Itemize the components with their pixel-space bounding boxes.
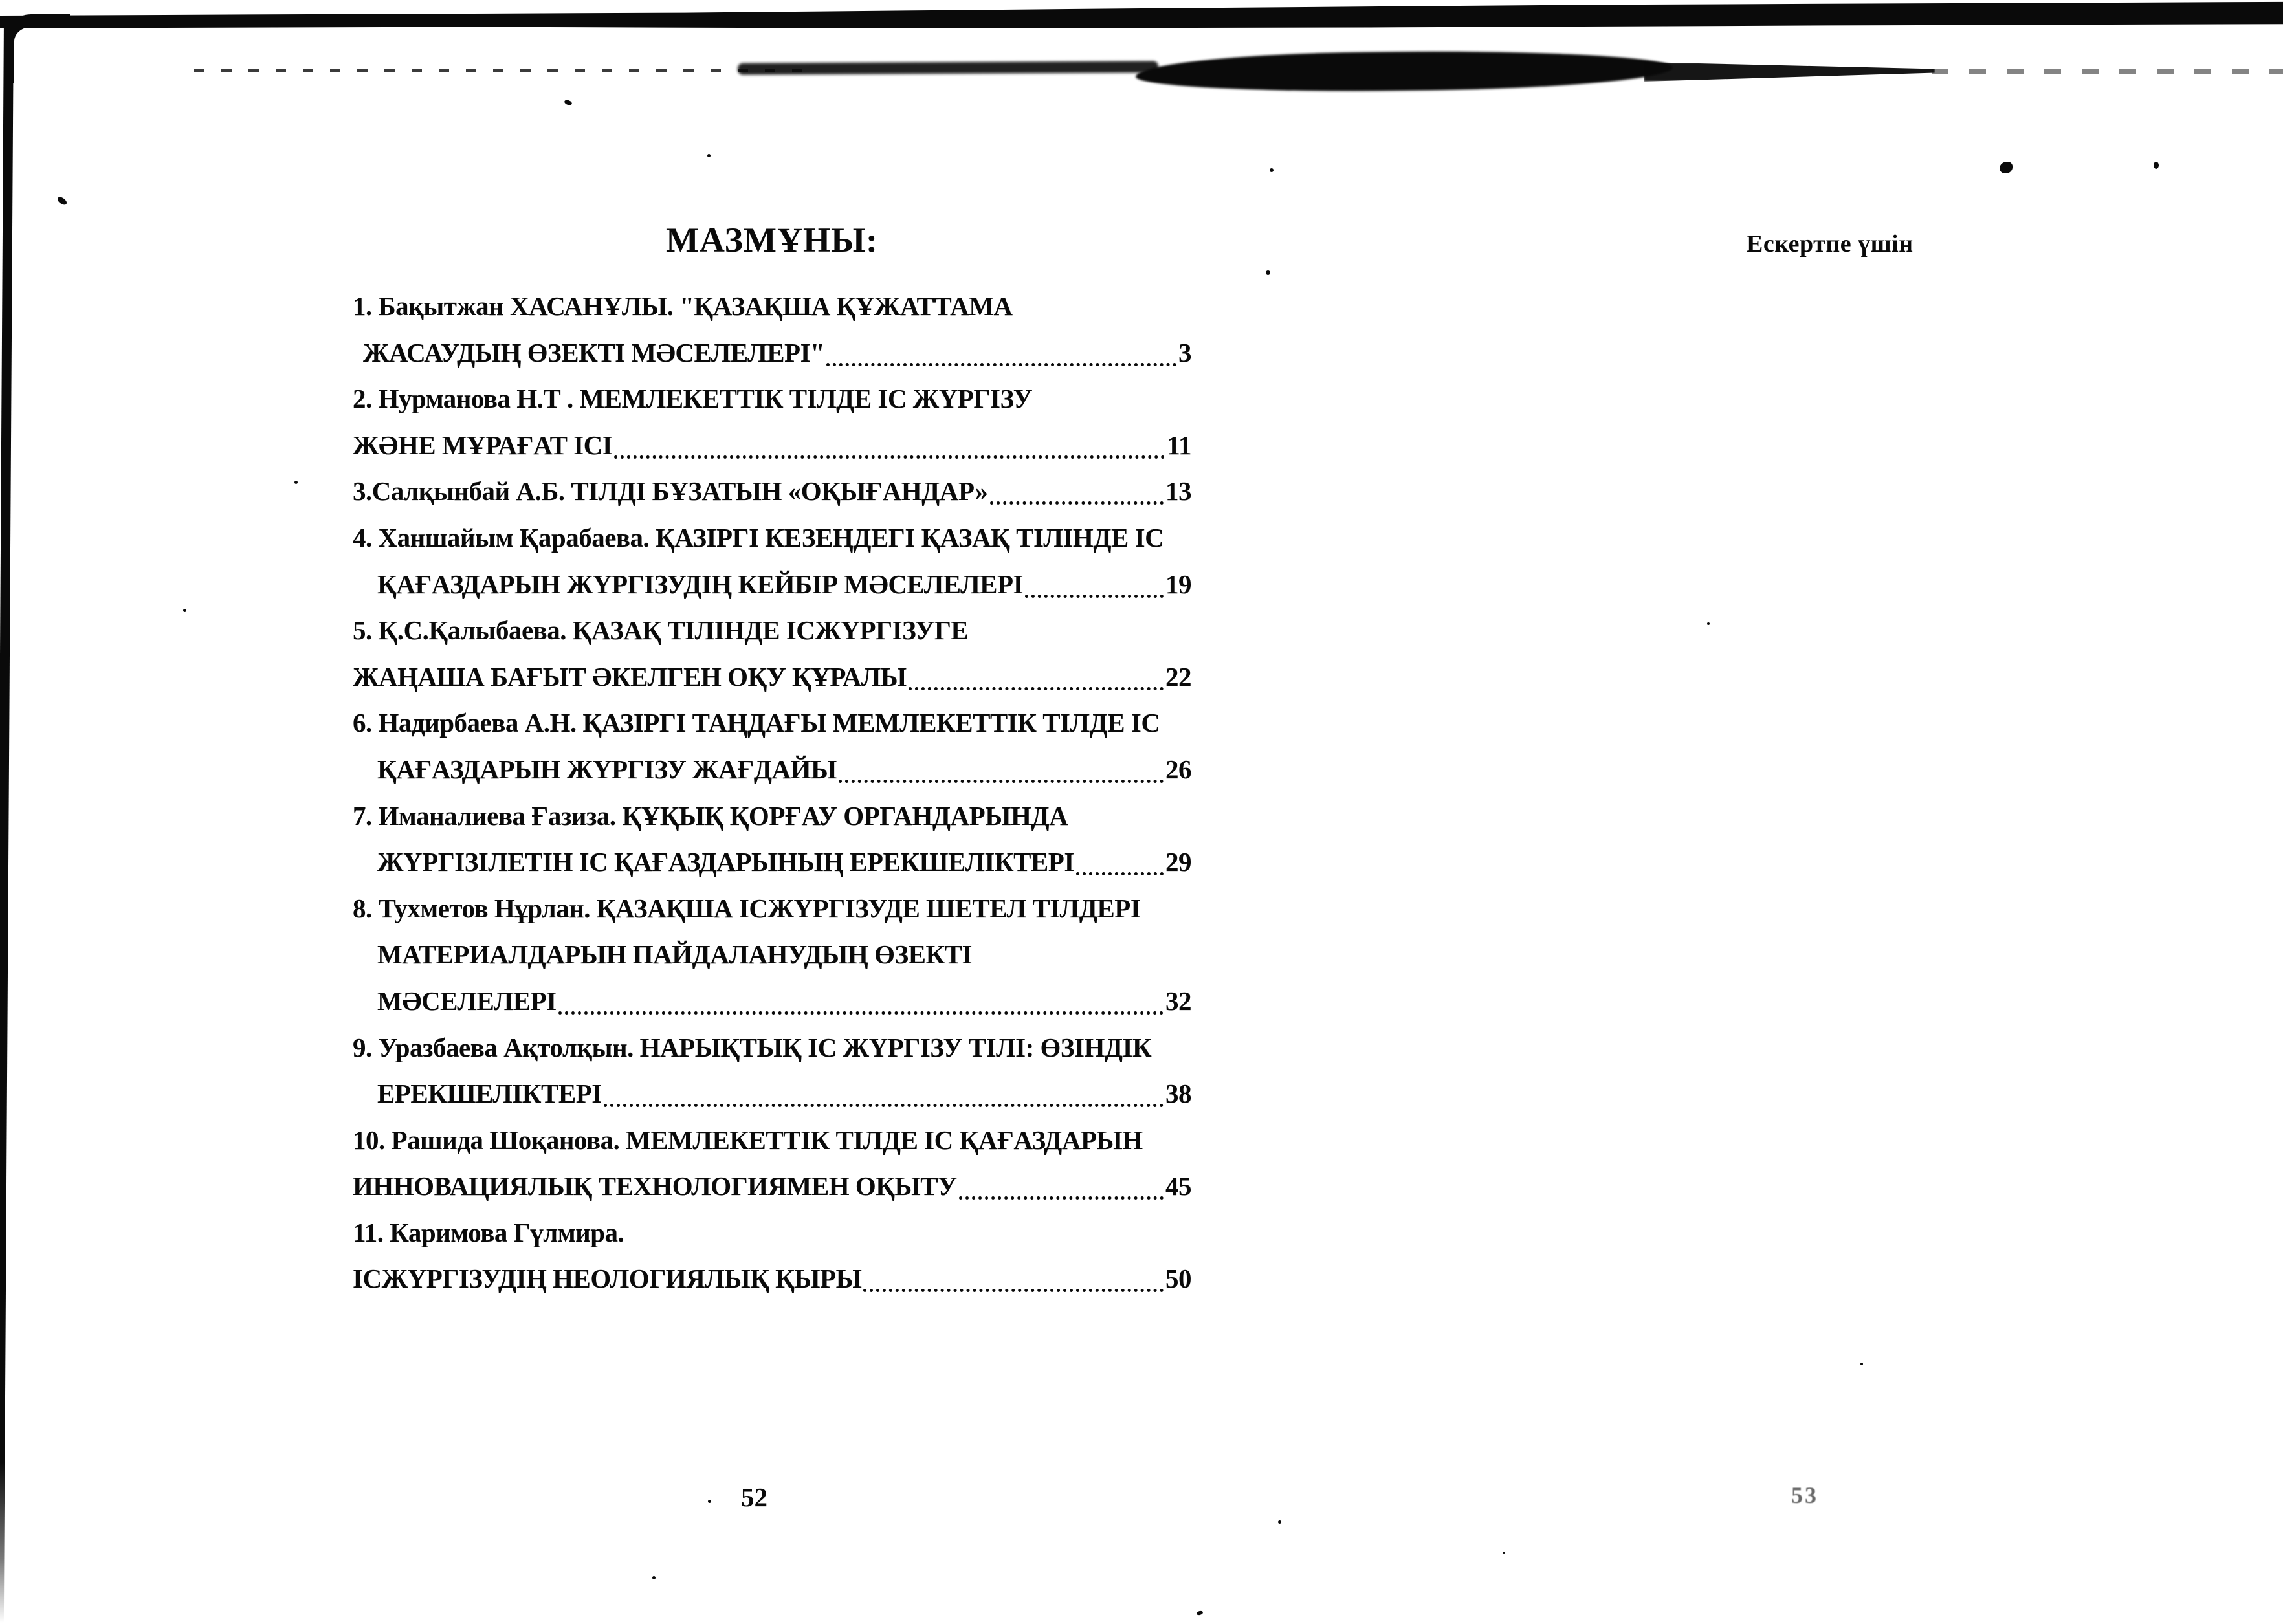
toc-line [353, 893, 1191, 939]
scan-artifact-tail-dashes [1932, 69, 2283, 74]
ink-speck [707, 154, 711, 157]
dot-leader [863, 1263, 1164, 1292]
toc-text: 5. Қ.С.Қалыбаева. ҚАЗАҚ ТІЛІНДЕ ІСЖҮРГІЗУГЕ [353, 615, 969, 646]
toc-page-number: 38 [1165, 1079, 1191, 1109]
ink-speck [564, 99, 573, 106]
toc-text: 6. Надирбаева А.Н. ҚАЗІРГІ ТАҢДАҒЫ МЕМЛЕКЕТТІК ТІЛДЕ ІС [353, 708, 1160, 738]
ink-speck [708, 1500, 711, 1503]
dot-leader [909, 661, 1164, 690]
left-page-number: 52 [741, 1482, 767, 1512]
toc-line [353, 569, 1191, 615]
toc-text: 11. Каримова Гүлмира. [353, 1217, 624, 1247]
dot-leader [1025, 569, 1164, 598]
dot-leader [614, 430, 1165, 459]
scan-artifact-smudge-taper [1644, 62, 1935, 82]
toc-line [353, 430, 1191, 476]
toc-text: 4. Ханшайым Қарабаева. ҚАЗІРГІ КЕЗЕҢДЕГІ ҚАЗАҚ ТІЛІНДЕ ІС [353, 522, 1164, 553]
page-title: МАЗМҰНЫ: [665, 221, 879, 259]
toc-text: ЕРЕКШЕЛІКТЕРІ [377, 1079, 602, 1109]
notes-header: Ескертпе үшін [1747, 230, 1914, 258]
scan-artifact-binding-edge [0, 19, 14, 1623]
toc-text: 10. Рашида Шоқанова. МЕМЛЕКЕТТІК ТІЛДЕ ІС ҚАҒАЗДАРЫН [353, 1125, 1143, 1155]
ink-speck [2000, 162, 2013, 173]
toc-line [353, 1078, 1191, 1125]
toc-text: 8. Тухметов Нұрлан. ҚАЗАҚША ІСЖҮРГІЗУДЕ ШЕТЕЛ ТІЛДЕРІ [353, 893, 1141, 923]
toc-line [353, 1032, 1191, 1079]
toc-text: ЖАҢАША БАҒЫТ ӘКЕЛГЕН ОҚУ ҚҰРАЛЫ [353, 661, 907, 692]
dot-leader [990, 476, 1164, 505]
toc-text: 9. Уразбаева Ақтолқын. НАРЫҚТЫҚ ІС ЖҮРГІЗУ ТІЛІ: ӨЗІНДІК [353, 1032, 1152, 1062]
toc-list [353, 291, 1191, 1310]
ink-speck [1503, 1552, 1505, 1554]
toc-line [353, 661, 1191, 708]
scan-artifact-corner [4, 14, 70, 83]
toc-text: ЖӘНЕ МҰРАҒАТ ІСІ [353, 430, 613, 460]
toc-line [353, 985, 1191, 1032]
toc-text: ЖҮРГІЗІЛЕТІН ІС ҚАҒАЗДАРЫНЫҢ ЕРЕКШЕЛІКТЕРІ [377, 847, 1074, 877]
toc-line [353, 291, 1191, 337]
toc-line [353, 800, 1191, 847]
toc-text: 1. Бақытжан ХАСАНҰЛЫ. "ҚАЗАҚША ҚҰЖАТТАМА [353, 291, 1013, 321]
toc-text: МАТЕРИАЛДАРЫН ПАЙДАЛАНУДЫҢ ӨЗЕКТІ [377, 939, 972, 970]
toc-text: 7. Иманалиева Ғазиза. ҚҰҚЫҚ ҚОРҒАУ ОРГАНДАРЫНДА [353, 800, 1068, 831]
toc-text: ІСЖҮРГІЗУДІҢ НЕОЛОГИЯЛЫҚ ҚЫРЫ [353, 1264, 862, 1294]
ink-speck [1707, 622, 1710, 625]
toc-text: 3.Салқынбай А.Б. ТІЛДІ БҰЗАТЫН «ОҚЫҒАНДАР» [353, 476, 988, 507]
ink-speck [1266, 270, 1270, 275]
toc-line [353, 615, 1191, 661]
toc-page-number: 29 [1165, 847, 1191, 877]
toc-page-number: 13 [1165, 476, 1191, 507]
toc-page-number: 26 [1165, 754, 1191, 784]
toc-line [353, 476, 1191, 522]
toc-page-number: 50 [1165, 1264, 1191, 1294]
dot-leader [839, 754, 1164, 783]
ink-speck [1278, 1520, 1281, 1524]
toc-line [353, 522, 1191, 569]
toc-text: МӘСЕЛЕЛЕРІ [377, 985, 557, 1016]
toc-line [353, 1263, 1191, 1310]
toc-line [353, 337, 1191, 384]
right-page-number: 53 [1791, 1482, 1818, 1508]
scan-artifact-top-bar [0, 1, 2283, 30]
toc-line [353, 1217, 1191, 1264]
ink-speck [294, 481, 298, 484]
scan-artifact-smudge [1136, 49, 1673, 94]
dot-leader [1076, 846, 1164, 875]
dot-leader [959, 1170, 1164, 1200]
toc-page-number: 19 [1165, 569, 1191, 599]
toc-page-number: 45 [1165, 1171, 1191, 1202]
toc-page-number: 3 [1178, 337, 1191, 368]
ink-speck [183, 609, 186, 612]
toc-text: ҚАҒАЗДАРЫН ЖҮРГІЗУДІҢ КЕЙБІР МӘСЕЛЕЛЕРІ [377, 569, 1023, 599]
ink-speck [2154, 162, 2159, 169]
toc-line [353, 383, 1191, 430]
scan-artifact-dashed-line [194, 69, 809, 72]
toc-line [353, 846, 1191, 893]
toc-text: ЖАСАУДЫҢ ӨЗЕКТІ МӘСЕЛЕЛЕРІ" [363, 337, 825, 368]
scan-artifact-fuzz-band [738, 61, 1158, 74]
dot-leader [604, 1078, 1164, 1107]
toc-page-number: 32 [1165, 985, 1191, 1016]
toc-text: ҚАҒАЗДАРЫН ЖҮРГІЗУ ЖАҒДАЙЫ [377, 754, 837, 784]
toc-line [353, 939, 1191, 985]
toc-line [353, 754, 1191, 800]
toc-text: ИННОВАЦИЯЛЫҚ ТЕХНОЛОГИЯМЕН ОҚЫТУ [353, 1171, 957, 1202]
toc-line [353, 1170, 1191, 1217]
ink-speck [1860, 1363, 1863, 1365]
toc-line [353, 707, 1191, 754]
dot-leader [558, 985, 1164, 1015]
ink-speck [56, 195, 68, 206]
dot-leader [826, 337, 1176, 366]
toc-line [353, 1125, 1191, 1171]
ink-speck [652, 1576, 656, 1579]
toc-text: 2. Нурманова Н.Т . МЕМЛЕКЕТТІК ТІЛДЕ ІС ЖҮРГІЗУ [353, 384, 1033, 414]
ink-speck [1196, 1610, 1203, 1616]
ink-speck [1270, 168, 1274, 172]
toc-page-number: 22 [1165, 661, 1191, 692]
toc-page-number: 11 [1167, 430, 1191, 460]
